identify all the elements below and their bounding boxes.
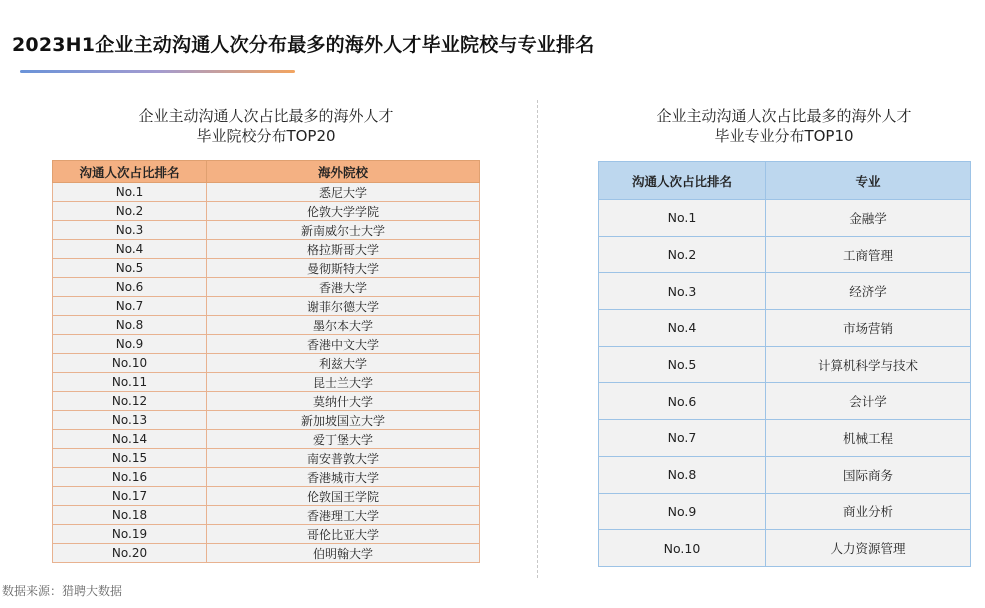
table-row (599, 200, 971, 237)
rank-cell: No.7 (53, 297, 207, 316)
university-cell: 谢菲尔德大学 (207, 297, 480, 316)
rank-cell: No.12 (53, 392, 207, 411)
major-cell: 商业分析 (766, 493, 971, 530)
table-row (599, 420, 971, 457)
university-cell: 新加坡国立大学 (207, 411, 480, 430)
university-cell: 格拉斯哥大学 (207, 240, 480, 259)
table-row (53, 525, 480, 544)
university-cell: 新南威尔士大学 (207, 221, 480, 240)
rank-cell: No.16 (53, 468, 207, 487)
rank-cell: No.3 (53, 221, 207, 240)
data-source-note: 数据来源：猎聘大数据 (2, 584, 123, 598)
table-row (599, 530, 971, 567)
university-cell: 香港大学 (207, 278, 480, 297)
rank-cell: No.6 (53, 278, 207, 297)
university-cell: 伦敦大学学院 (207, 202, 480, 221)
university-cell: 香港中文大学 (207, 335, 480, 354)
rank-column-header: 沟通人次占比排名 (53, 161, 207, 183)
right-title-line1: 企业主动沟通人次占比最多的海外人才 (656, 107, 912, 125)
table-header-row (599, 162, 971, 200)
left-title-line2: 毕业院校分布TOP20 (196, 127, 336, 145)
rank-cell: No.2 (599, 236, 766, 273)
rank-cell: No.15 (53, 449, 207, 468)
table-row (53, 335, 480, 354)
table-row (53, 430, 480, 449)
university-cell: 曼彻斯特大学 (207, 259, 480, 278)
major-column-header: 专业 (766, 162, 971, 200)
major-cell: 人力资源管理 (766, 530, 971, 567)
university-cell: 伦敦国王学院 (207, 487, 480, 506)
table-row (53, 240, 480, 259)
left-title-line1: 企业主动沟通人次占比最多的海外人才 (138, 107, 394, 125)
rank-cell: No.10 (53, 354, 207, 373)
university-cell: 悉尼大学 (207, 183, 480, 202)
university-cell: 香港城市大学 (207, 468, 480, 487)
rank-cell: No.9 (599, 493, 766, 530)
rank-cell: No.6 (599, 383, 766, 420)
right-title-line2: 毕业专业分布TOP10 (714, 127, 854, 145)
table-row (599, 456, 971, 493)
rank-cell: No.7 (599, 420, 766, 457)
university-cell: 爱丁堡大学 (207, 430, 480, 449)
right-table-title (598, 106, 970, 146)
rank-cell: No.8 (599, 456, 766, 493)
table-row (53, 278, 480, 297)
rank-column-header: 沟通人次占比排名 (599, 162, 766, 200)
table-row (599, 273, 971, 310)
table-row (599, 493, 971, 530)
table-row (53, 544, 480, 563)
rank-cell: No.4 (53, 240, 207, 259)
university-ranking-table (52, 160, 480, 563)
panel-divider (537, 100, 538, 578)
rank-cell: No.20 (53, 544, 207, 563)
table-row (599, 346, 971, 383)
university-cell: 南安普敦大学 (207, 449, 480, 468)
table-row (53, 202, 480, 221)
table-header-row (53, 161, 480, 183)
table-row (53, 392, 480, 411)
table-row (53, 468, 480, 487)
major-cell: 会计学 (766, 383, 971, 420)
rank-cell: No.8 (53, 316, 207, 335)
rank-cell: No.19 (53, 525, 207, 544)
university-cell: 香港理工大学 (207, 506, 480, 525)
table-row (53, 183, 480, 202)
table-row (53, 506, 480, 525)
rank-cell: No.1 (53, 183, 207, 202)
rank-cell: No.18 (53, 506, 207, 525)
table-row (599, 236, 971, 273)
table-row (53, 297, 480, 316)
rank-cell: No.10 (599, 530, 766, 567)
table-row (53, 221, 480, 240)
university-column-header: 海外院校 (207, 161, 480, 183)
table-row (599, 310, 971, 347)
major-cell: 工商管理 (766, 236, 971, 273)
rank-cell: No.1 (599, 200, 766, 237)
rank-cell: No.9 (53, 335, 207, 354)
rank-cell: No.14 (53, 430, 207, 449)
table-row (53, 259, 480, 278)
table-row (53, 487, 480, 506)
table-row (53, 354, 480, 373)
rank-cell: No.5 (53, 259, 207, 278)
table-row (53, 316, 480, 335)
table-row (53, 373, 480, 392)
table-row (599, 383, 971, 420)
major-cell: 国际商务 (766, 456, 971, 493)
university-cell: 利兹大学 (207, 354, 480, 373)
rank-cell: No.3 (599, 273, 766, 310)
table-row (53, 449, 480, 468)
university-cell: 墨尔本大学 (207, 316, 480, 335)
major-cell: 机械工程 (766, 420, 971, 457)
major-cell: 市场营销 (766, 310, 971, 347)
university-cell: 昆士兰大学 (207, 373, 480, 392)
left-table-title (52, 106, 480, 146)
rank-cell: No.13 (53, 411, 207, 430)
rank-cell: No.11 (53, 373, 207, 392)
university-cell: 莫纳什大学 (207, 392, 480, 411)
university-cell: 哥伦比亚大学 (207, 525, 480, 544)
major-cell: 计算机科学与技术 (766, 346, 971, 383)
page-title: 2023H1企业主动沟通人次分布最多的海外人才毕业院校与专业排名 (12, 34, 595, 56)
major-cell: 经济学 (766, 273, 971, 310)
major-cell: 金融学 (766, 200, 971, 237)
rank-cell: No.4 (599, 310, 766, 347)
rank-cell: No.5 (599, 346, 766, 383)
university-cell: 伯明翰大学 (207, 544, 480, 563)
rank-cell: No.17 (53, 487, 207, 506)
rank-cell: No.2 (53, 202, 207, 221)
title-underline (20, 70, 295, 73)
table-row (53, 411, 480, 430)
major-ranking-table (598, 161, 971, 567)
